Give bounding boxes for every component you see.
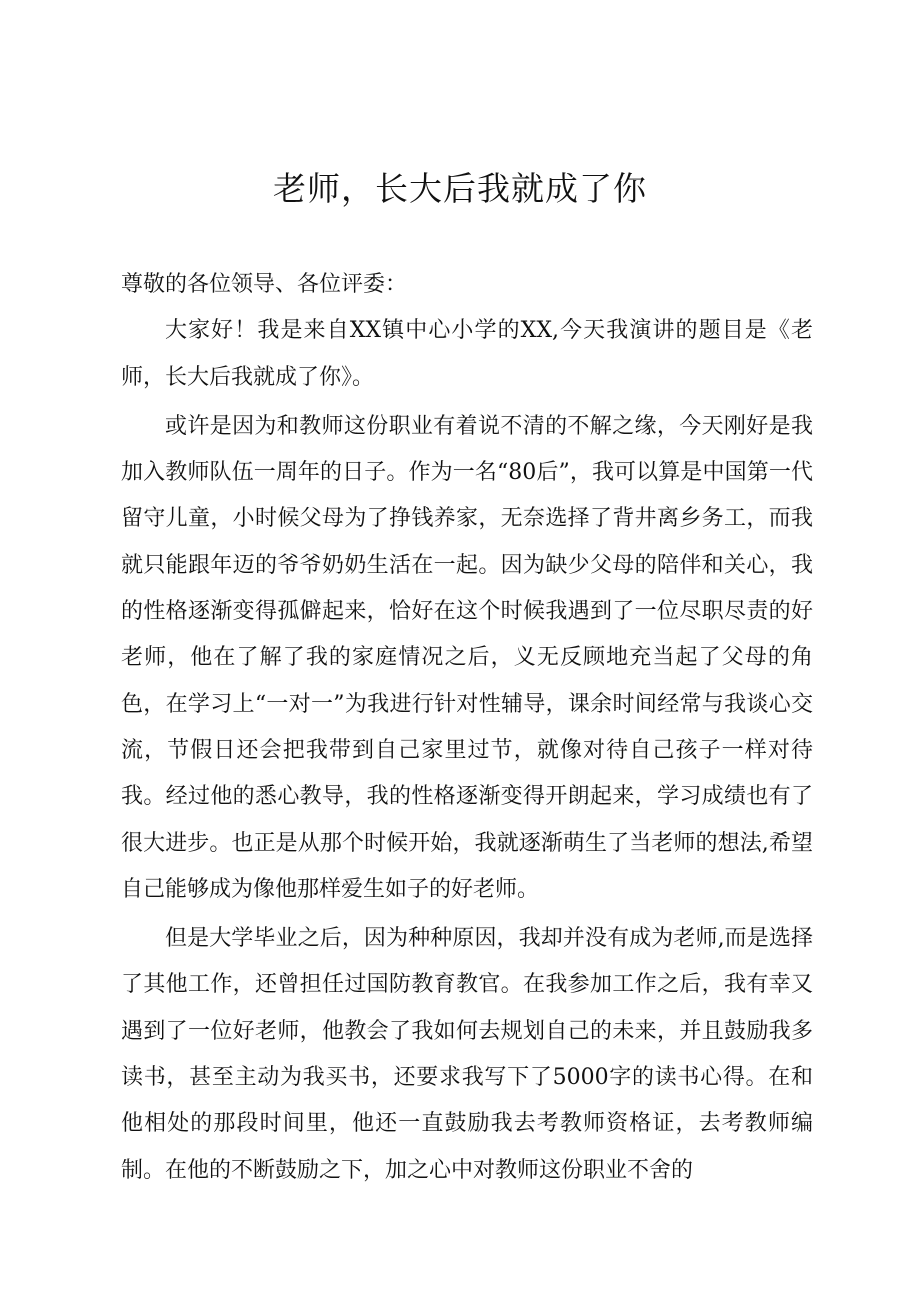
speech-body xyxy=(121,262,813,1197)
paragraph-childhood: 或许是因为和教师这份职业有着说不清的不解之缘，今天刚好是我加入教师队伍一周年的日子。作为一名“80后”，我可以算是中国第一代留守儿童，小时候父母为了挣钱养家，无奈选择了背井离乡务工，而我就只能跟年迈的爷爷奶奶生活在一起。因为缺少父母的陪伴和关心，我的性格逐渐变得孤僻起来，恰好在这个时候我遇到了一位尽职尽责的好老师，他在了解了我的家庭情况之后，义无反顾地充当起了父母的角色，在学习上“一对一”为我进行针对性辅导，课余时间经常与我谈心交流，节假日还会把我带到自己家里过节，就像对待自己孩子一样对待我。经过他的悉心教导，我的性格逐渐变得开朗起来，学习成绩也有了很大进步。也正是从那个时候开始，我就逐渐萌生了当老师的想法,希望自己能够成为像他那样爱生如子的好老师。 xyxy=(121,413,813,902)
salutation: 尊敬的各位领导、各位评委： xyxy=(121,272,408,297)
page-title: 老师，长大后我就成了你 xyxy=(273,169,647,208)
paragraph-career: 但是大学毕业之后，因为种种原因，我却并没有成为老师,而是选择了其他工作，还曾担任过国防教育教官。在我参加工作之后，我有幸又遇到了一位好老师，他教会了我如何去规划自己的未来，并且鼓励我多读书，甚至主动为我买书，还要求我写下了5000字的读书心得。在和他相处的那段时间里，他还一直鼓励我去考教师资格证，去考教师编制。在他的不断鼓励之下，加之心中对教师这份职业不舍的 xyxy=(121,926,813,1183)
paragraph-intro: 大家好！我是来自XX镇中心小学的XX,今天我演讲的题目是《老师，长大后我就成了你》。 xyxy=(121,318,813,390)
